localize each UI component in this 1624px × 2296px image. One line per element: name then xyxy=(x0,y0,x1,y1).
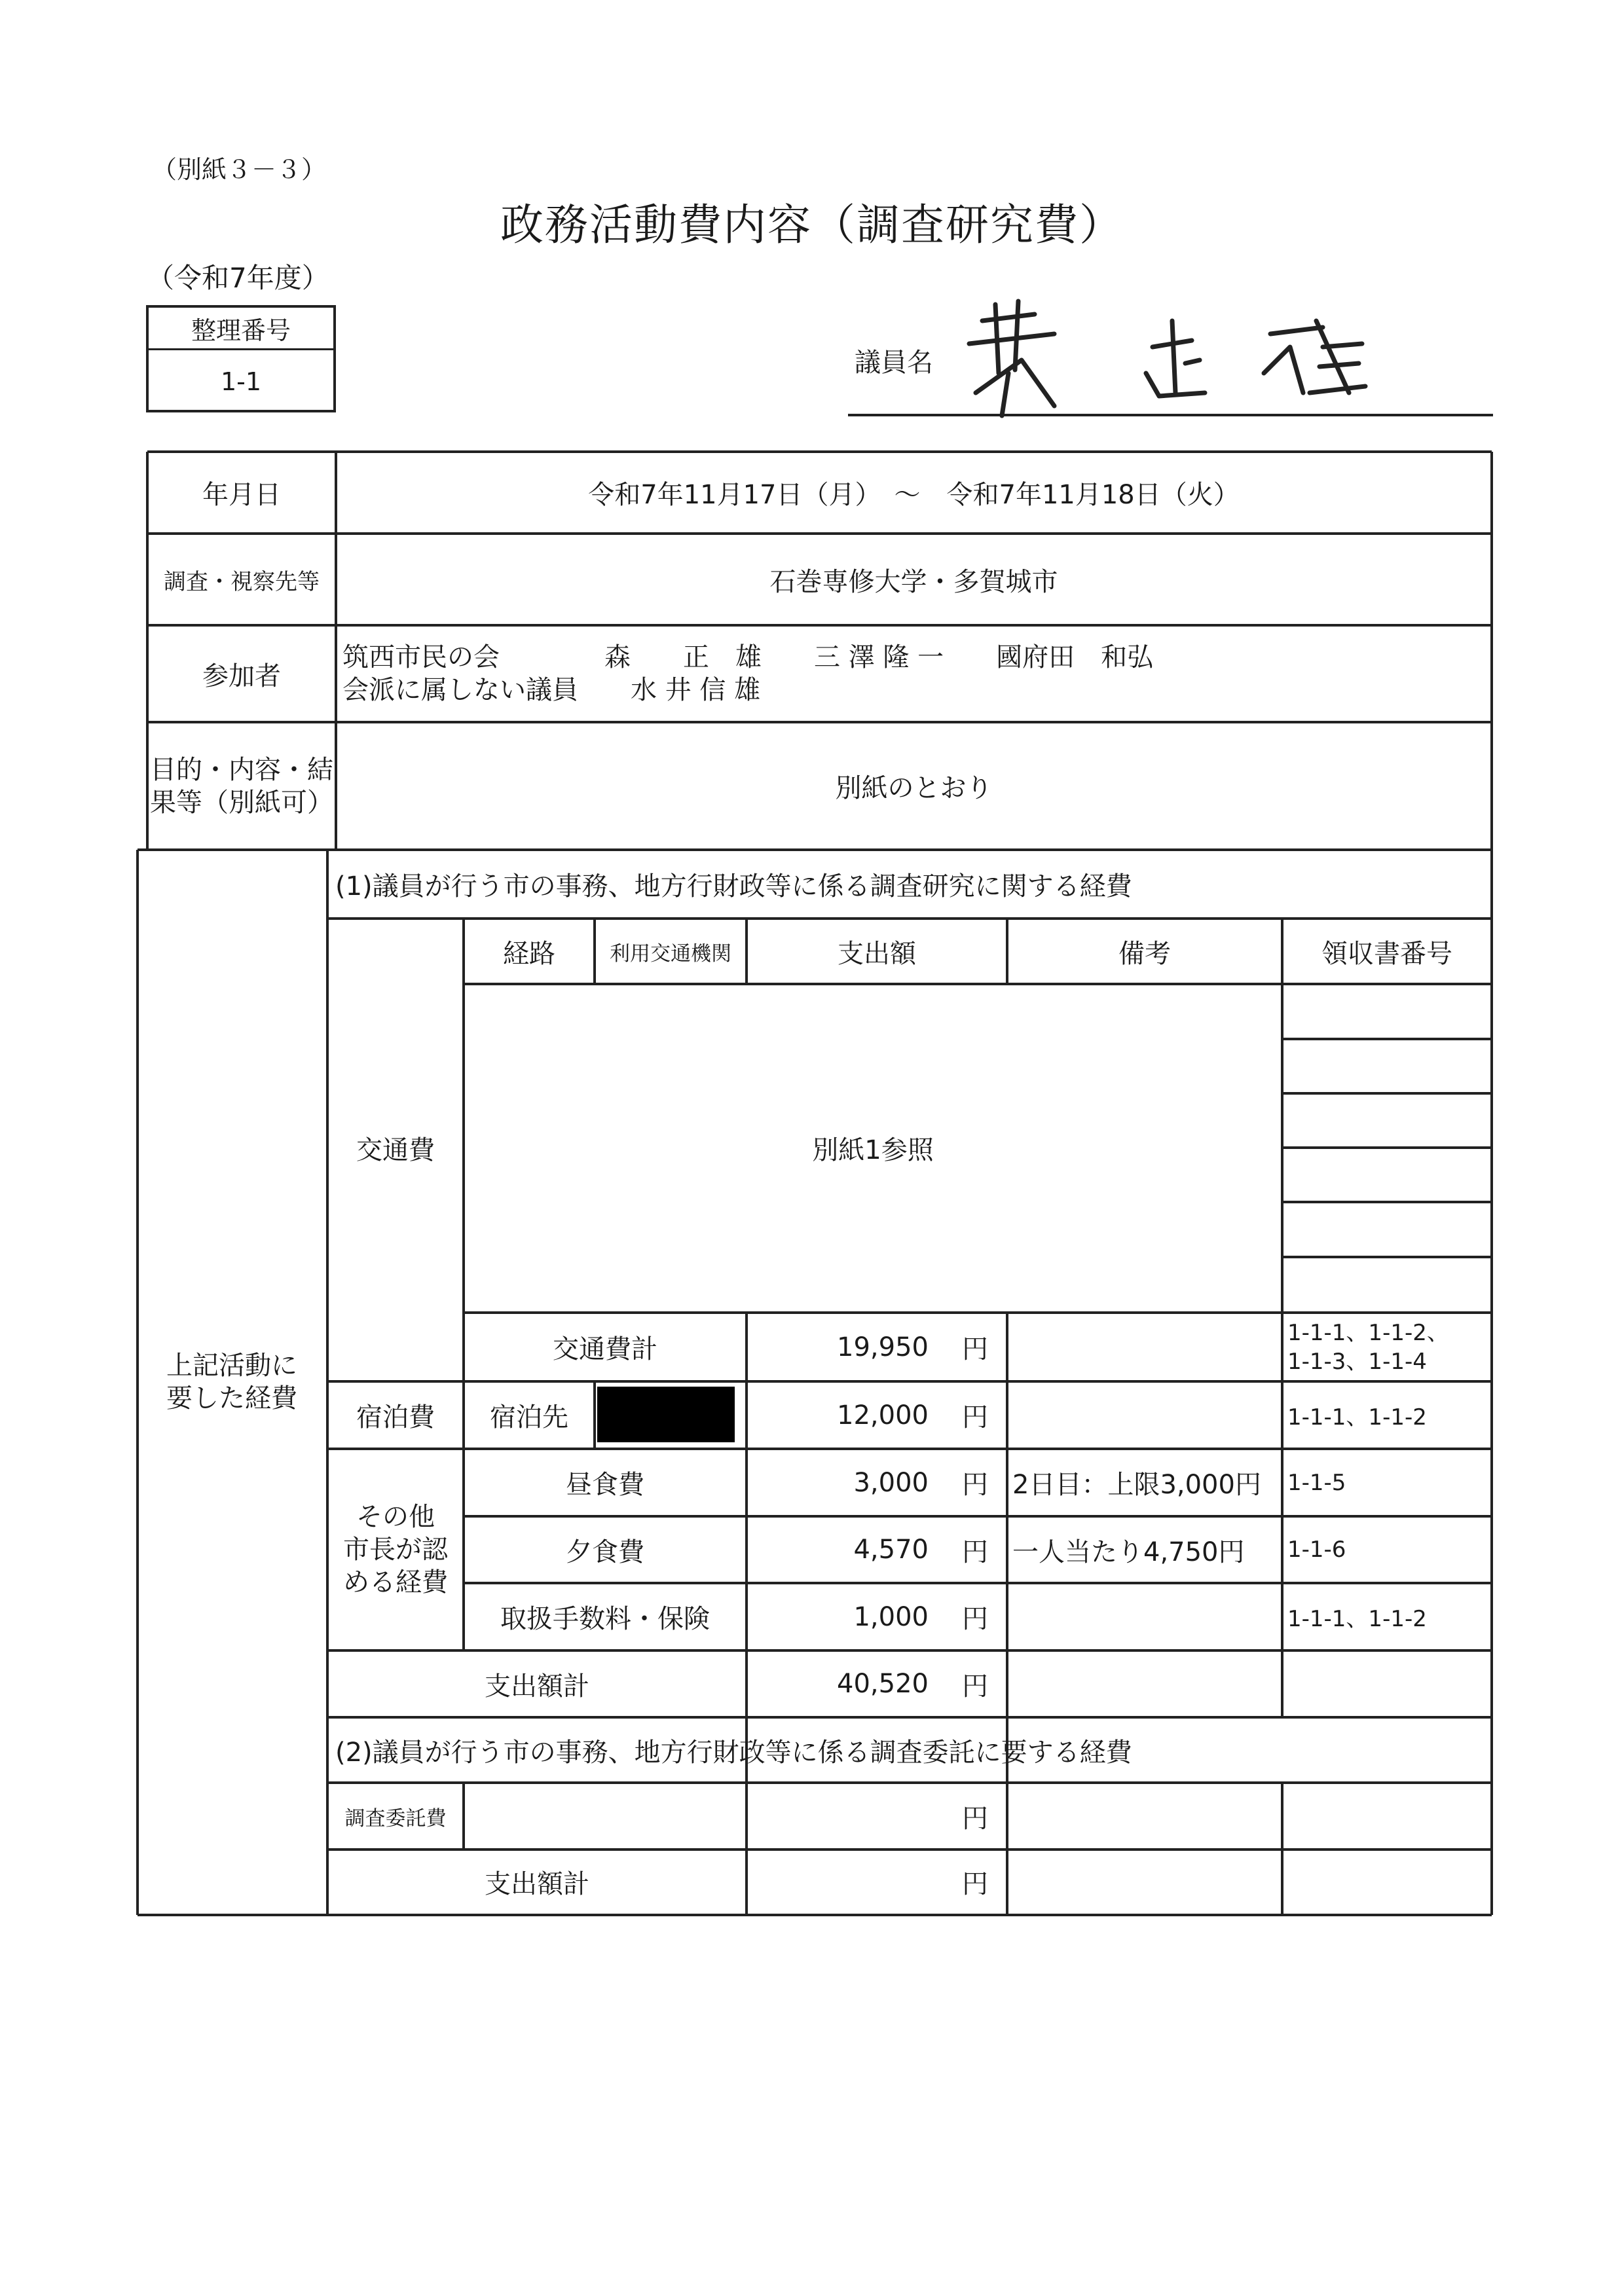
member-name-label: 議員名 xyxy=(855,348,933,378)
table-grid-line xyxy=(1282,1256,1492,1258)
document-title: 政務活動費内容（調査研究費） xyxy=(500,200,1124,250)
participants-value xyxy=(336,627,1492,720)
section2-title: (2)議員が行う市の事務、地方行財政等に係る調査委託に要する経費 xyxy=(335,1737,1132,1768)
other-label-line-1: その他 xyxy=(356,1502,435,1532)
lunch-remarks: 2日目：上限3,000円 xyxy=(1012,1470,1261,1500)
other-expenses-label xyxy=(327,1449,464,1650)
fee-receipts: 1-1-1、1-1-2 xyxy=(1287,1606,1427,1632)
table-grid-line xyxy=(1282,1201,1492,1203)
lodging-amount: 12,000 xyxy=(837,1400,929,1430)
lodging-yen: 円 xyxy=(962,1402,988,1432)
purpose-label xyxy=(147,722,336,850)
header-amount: 支出額 xyxy=(838,938,916,969)
reference-number-label: 整理番号 xyxy=(149,308,333,350)
redaction-block xyxy=(597,1387,735,1442)
header-transport: 利用交通機関 xyxy=(610,941,731,966)
expense-label-line-2: 要した経費 xyxy=(166,1383,297,1413)
other-label-line-3: める経費 xyxy=(343,1567,448,1597)
section1-total-amount: 40,520 xyxy=(837,1669,929,1699)
expense-label xyxy=(138,850,326,1914)
table-grid-line xyxy=(1281,1783,1283,1915)
appendix-label: （別紙３－３） xyxy=(152,155,327,184)
header-remarks: 備考 xyxy=(1118,938,1171,969)
section1-total-yen: 円 xyxy=(962,1671,988,1702)
transport-total-label: 交通費計 xyxy=(553,1334,657,1364)
lunch-yen: 円 xyxy=(962,1470,988,1500)
destination-label: 調査・視察先等 xyxy=(164,568,320,595)
date-value: 令和7年11月17日（月） ～ 令和7年11月18日（火） xyxy=(588,480,1240,510)
lunch-receipt: 1-1-5 xyxy=(1287,1469,1346,1496)
table-grid-line xyxy=(138,1914,1492,1916)
participants-label: 参加者 xyxy=(202,661,281,691)
section1-title: (1)議員が行う市の事務、地方行財政等に係る調査研究に関する経費 xyxy=(335,871,1132,902)
reference-number-box xyxy=(146,305,336,412)
table-grid-line xyxy=(1282,1092,1492,1095)
other-label-line-2: 市長が認 xyxy=(343,1535,448,1565)
lodging-place-label: 宿泊先 xyxy=(490,1402,568,1432)
table-grid-line xyxy=(1282,1146,1492,1149)
destination-value: 石巻専修大学・多賀城市 xyxy=(769,566,1058,597)
section1-total-label: 支出額計 xyxy=(485,1671,589,1702)
participants-line-2: 会派に属しない議員 水 井 信 雄 xyxy=(342,675,761,705)
transport-receipts-line-2: 1-1-3、1-1-4 xyxy=(1287,1349,1427,1375)
dinner-label: 夕食費 xyxy=(566,1537,644,1567)
section2-total-amount xyxy=(747,1850,943,1914)
header-receipt: 領収書番号 xyxy=(1321,938,1452,969)
expense-label-line-1: 上記活動に xyxy=(166,1350,297,1381)
transport-note: 別紙1参照 xyxy=(812,1135,934,1165)
lunch-amount: 3,000 xyxy=(853,1467,929,1498)
fiscal-year-label: （令和7年度） xyxy=(147,262,329,294)
reference-number-value: 1-1 xyxy=(220,367,262,396)
dinner-receipt: 1-1-6 xyxy=(1287,1537,1346,1563)
purpose-label-line-2: 果等（別紙可） xyxy=(150,787,333,818)
handwritten-signature xyxy=(956,295,1375,419)
fee-yen: 円 xyxy=(962,1604,988,1634)
purpose-label-line-1: 目的・内容・結 xyxy=(150,754,333,785)
date-label: 年月日 xyxy=(202,480,281,510)
section2-total-yen: 円 xyxy=(962,1868,988,1899)
dinner-amount: 4,570 xyxy=(853,1535,929,1565)
lodging-receipts: 1-1-1、1-1-2 xyxy=(1287,1404,1427,1430)
table-grid-line xyxy=(1282,1038,1492,1040)
lunch-label: 昼食費 xyxy=(566,1470,644,1500)
participants-line-1: 筑西市民の会 森 正 雄 三 澤 隆 一 國府田 和弘 xyxy=(342,642,1154,672)
commission-label: 調査委託費 xyxy=(344,1806,447,1831)
dinner-remarks: 一人当たり4,750円 xyxy=(1012,1537,1245,1567)
dinner-yen: 円 xyxy=(962,1537,988,1567)
transport-total-yen: 円 xyxy=(962,1334,988,1364)
purpose-value: 別紙のとおり xyxy=(835,773,993,803)
section2-total-label: 支出額計 xyxy=(485,1868,589,1899)
commission-amount xyxy=(747,1783,943,1850)
transport-receipts-line-1: 1-1-1、1-1-2、 xyxy=(1287,1320,1449,1346)
member-name-underline xyxy=(848,414,1493,416)
lodging-label: 宿泊費 xyxy=(356,1402,435,1432)
transport-total-receipts xyxy=(1282,1315,1492,1380)
transport-total-amount: 19,950 xyxy=(837,1332,929,1362)
commission-yen: 円 xyxy=(962,1803,988,1834)
fee-label: 取扱手数料・保険 xyxy=(500,1604,710,1634)
transport-label: 交通費 xyxy=(356,1135,435,1165)
fee-amount: 1,000 xyxy=(853,1601,929,1632)
header-route: 経路 xyxy=(503,938,555,969)
